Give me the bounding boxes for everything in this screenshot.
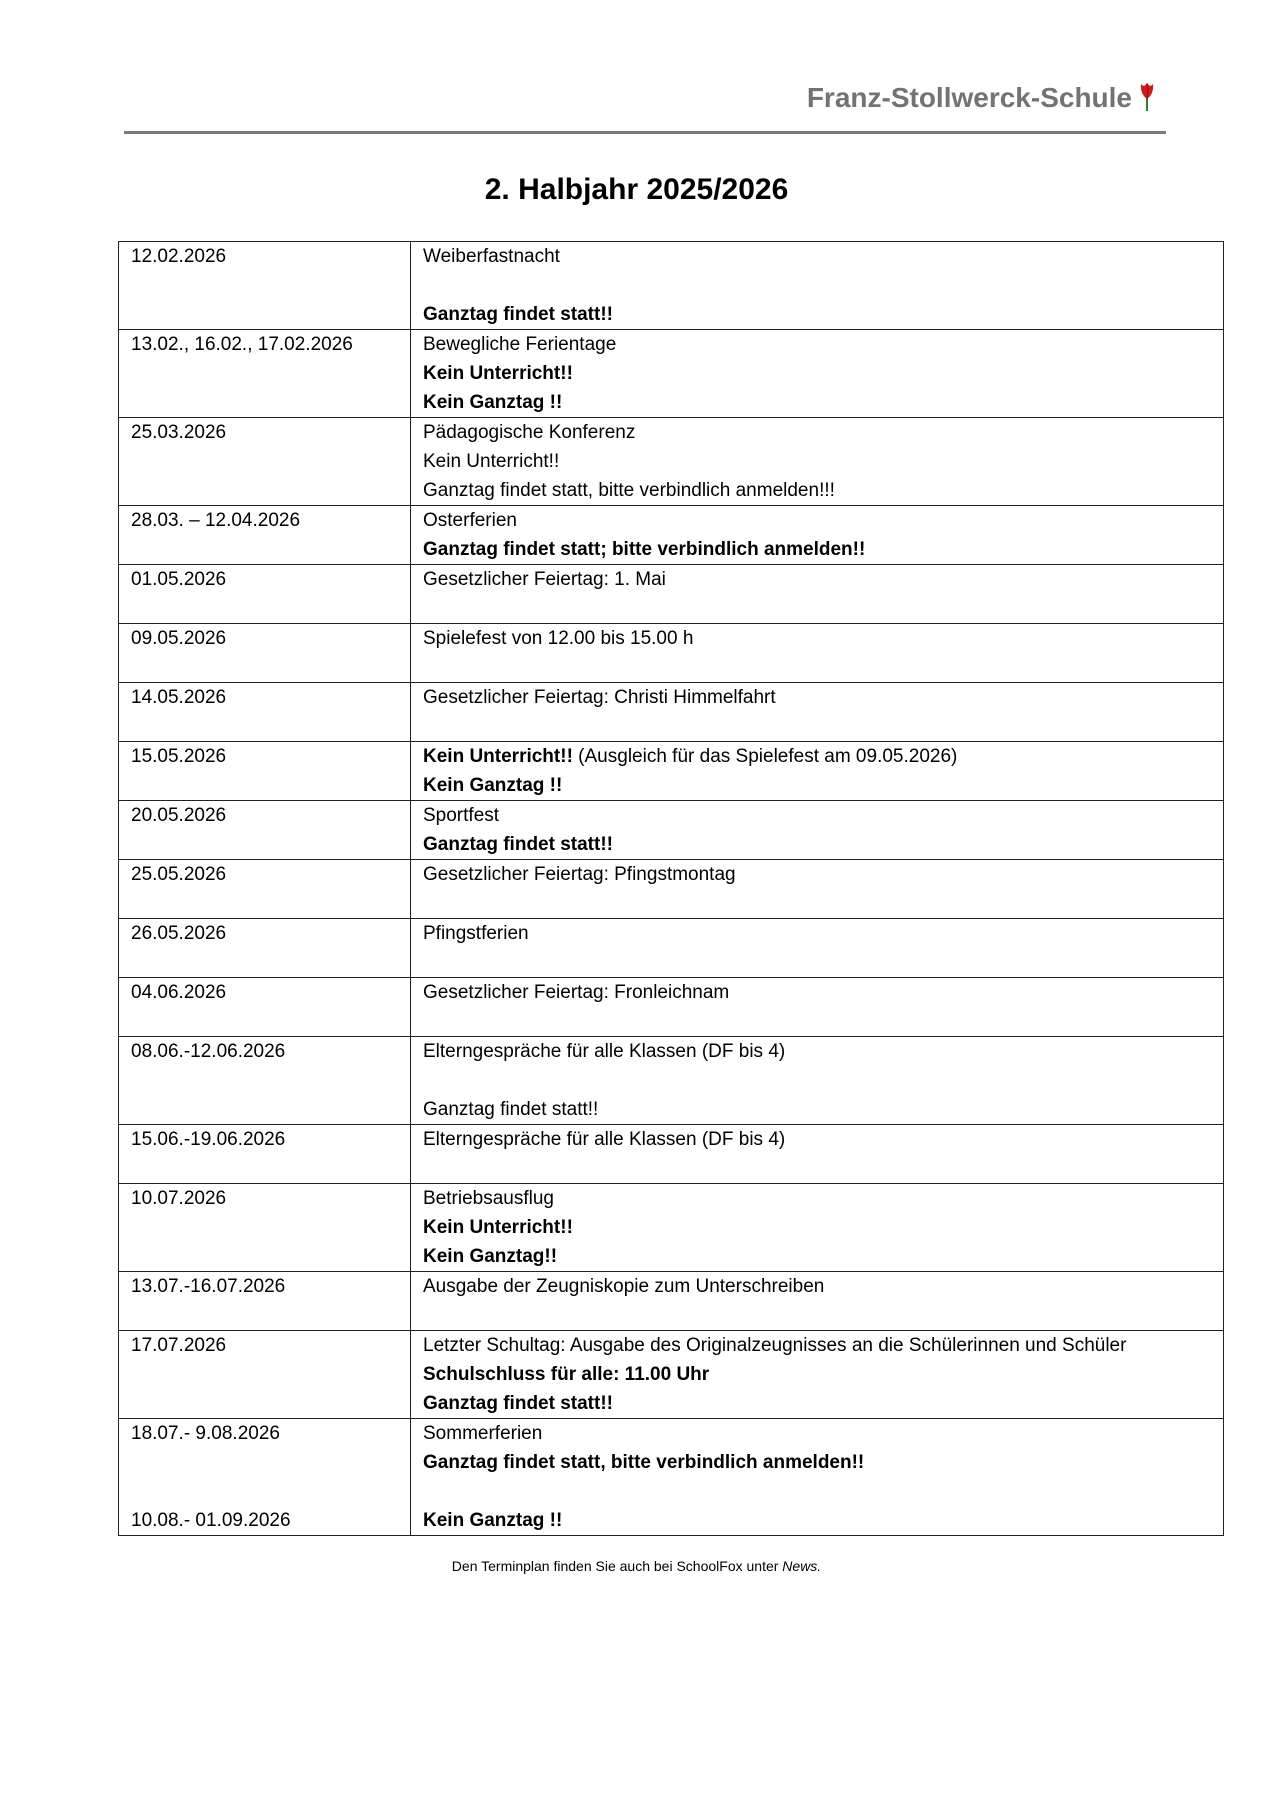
event-line (423, 242, 1213, 271)
date-text: 20.05.2026 (131, 805, 227, 826)
date-text: 08.06.-12.06.2026 (131, 1041, 286, 1062)
event-line (423, 359, 1213, 388)
table-row (119, 860, 1224, 919)
event-line (423, 300, 1213, 329)
event-line (423, 1272, 1213, 1301)
event-line (423, 1477, 1213, 1506)
event-text-bold: Schulschluss für alle: 11.00 Uhr (423, 1364, 710, 1385)
table-row (119, 418, 1224, 506)
event-cell (411, 683, 1224, 742)
event-line (423, 1448, 1213, 1477)
event-text: Pfingstferien (423, 923, 529, 944)
date-cell (119, 1272, 411, 1331)
event-line (423, 919, 1213, 948)
date-cell (119, 742, 411, 801)
event-text: Sportfest (423, 805, 500, 826)
event-line (423, 594, 1213, 623)
event-text: Gesetzlicher Feiertag: 1. Mai (423, 569, 666, 590)
date-text: 17.07.2026 (131, 1335, 227, 1356)
event-text: Bewegliche Ferientage (423, 334, 617, 355)
event-line (423, 712, 1213, 741)
event-cell (411, 418, 1224, 506)
event-cell (411, 1272, 1224, 1331)
event-text: Weiberfastnacht (423, 246, 560, 267)
table-row (119, 1272, 1224, 1331)
event-text-bold: Ganztag findet statt!! (423, 1393, 613, 1414)
date-text: 18.07.- 9.08.2026 (131, 1423, 280, 1444)
date-text (131, 594, 400, 623)
date-text (131, 771, 400, 800)
table-row (119, 506, 1224, 565)
date-text (131, 712, 400, 741)
event-text: Osterferien (423, 510, 517, 531)
date-text: 12.02.2026 (131, 246, 227, 267)
event-text-bold: Ganztag findet statt!! (423, 304, 613, 325)
event-text: Gesetzlicher Feiertag: Pfingstmontag (423, 864, 736, 885)
date-text: 15.06.-19.06.2026 (131, 1129, 286, 1150)
event-line (423, 1007, 1213, 1036)
event-text-bold: Kein Unterricht!! (423, 1217, 573, 1238)
event-line (423, 889, 1213, 918)
footer-news-link-text: News. (782, 1558, 822, 1574)
date-cell (119, 1184, 411, 1272)
table-row (119, 624, 1224, 683)
date-cell (119, 1037, 411, 1125)
date-text (131, 1095, 400, 1124)
table-row (119, 1331, 1224, 1419)
event-cell (411, 624, 1224, 683)
event-text-bold: Kein Unterricht!! (423, 746, 573, 767)
event-text-bold: Kein Ganztag!! (423, 1246, 558, 1267)
date-text: 10.07.2026 (131, 1188, 227, 1209)
event-line (423, 1154, 1213, 1183)
event-line (423, 1095, 1213, 1124)
table-row (119, 565, 1224, 624)
event-cell (411, 978, 1224, 1037)
event-cell (411, 506, 1224, 565)
event-text: Kein Unterricht!! (423, 451, 560, 472)
event-line (423, 447, 1213, 476)
date-text: 09.05.2026 (131, 628, 227, 649)
school-name: Franz-Stollwerck-Schule (806, 82, 1132, 113)
date-cell (119, 565, 411, 624)
date-text (131, 889, 400, 918)
event-text-bold: Kein Unterricht!! (423, 363, 573, 384)
date-text: 25.05.2026 (131, 864, 227, 885)
event-text: Elterngespräche für alle Klassen (DF bis 4) (423, 1041, 786, 1062)
event-line (423, 624, 1213, 653)
event-line (423, 830, 1213, 859)
table-row (119, 1037, 1224, 1125)
date-text (131, 1066, 400, 1095)
event-cell (411, 565, 1224, 624)
event-text-bold: Kein Ganztag !! (423, 775, 563, 796)
event-line (423, 948, 1213, 977)
date-text (131, 653, 400, 682)
event-line (423, 388, 1213, 417)
date-text: 26.05.2026 (131, 923, 227, 944)
date-text (131, 948, 400, 977)
event-text-bold: Ganztag findet statt!! (423, 834, 613, 855)
schedule-table (118, 241, 1224, 1536)
date-text: 13.02., 16.02., 17.02.2026 (131, 334, 353, 355)
event-line (423, 506, 1213, 535)
table-row (119, 1419, 1224, 1536)
table-row (119, 919, 1224, 978)
table-row (119, 742, 1224, 801)
header-rule (124, 131, 1166, 134)
date-text (131, 300, 400, 329)
date-text: 28.03. – 12.04.2026 (131, 510, 301, 531)
event-line (423, 1184, 1213, 1213)
event-cell (411, 242, 1224, 330)
date-cell (119, 1125, 411, 1184)
event-cell (411, 1419, 1224, 1536)
event-line (423, 1360, 1213, 1389)
date-cell (119, 418, 411, 506)
date-text: 14.05.2026 (131, 687, 227, 708)
event-line (423, 330, 1213, 359)
event-cell (411, 801, 1224, 860)
date-text (131, 1301, 400, 1330)
event-text-bold: Kein Ganztag !! (423, 392, 563, 413)
table-row (119, 1184, 1224, 1272)
date-text: 25.03.2026 (131, 422, 227, 443)
date-text (131, 1448, 400, 1477)
event-text-bold: Ganztag findet statt; bitte verbindlich anmelden!! (423, 539, 866, 560)
date-cell (119, 978, 411, 1037)
event-line (423, 1242, 1213, 1271)
event-line (423, 535, 1213, 564)
event-cell (411, 330, 1224, 418)
date-text: 01.05.2026 (131, 569, 227, 590)
event-text: Gesetzlicher Feiertag: Fronleichnam (423, 982, 730, 1003)
event-line (423, 1301, 1213, 1330)
event-line (423, 653, 1213, 682)
document-header (124, 74, 1166, 134)
event-text: Ganztag findet statt, bitte verbindlich anmelden!!! (423, 480, 835, 501)
date-text: 04.06.2026 (131, 982, 227, 1003)
event-line (423, 978, 1213, 1007)
event-line (423, 771, 1213, 800)
event-line (423, 1066, 1213, 1095)
date-cell (119, 506, 411, 565)
event-line (423, 1389, 1213, 1418)
event-text: Letzter Schultag: Ausgabe des Originalzeugnisses an die Schülerinnen und Schüler (423, 1335, 1127, 1356)
date-cell (119, 919, 411, 978)
date-text (131, 1154, 400, 1183)
date-cell (119, 1331, 411, 1419)
table-row (119, 683, 1224, 742)
event-line (423, 1037, 1213, 1066)
event-text-bold: Ganztag findet statt, bitte verbindlich anmelden!! (423, 1452, 865, 1473)
date-text (131, 1007, 400, 1036)
date-text (131, 535, 400, 564)
header-brand (807, 80, 1156, 116)
date-text (131, 1360, 400, 1389)
event-text: Pädagogische Konferenz (423, 422, 636, 443)
event-line (423, 1506, 1213, 1535)
event-line (423, 418, 1213, 447)
date-text: 10.08.- 01.09.2026 (131, 1510, 291, 1531)
table-row (119, 801, 1224, 860)
event-cell (411, 1184, 1224, 1272)
table-row (119, 330, 1224, 418)
event-line (423, 1125, 1213, 1154)
event-cell (411, 919, 1224, 978)
event-line (423, 742, 1213, 771)
event-cell (411, 1331, 1224, 1419)
date-cell (119, 683, 411, 742)
event-cell (411, 860, 1224, 919)
date-cell (119, 242, 411, 330)
event-cell (411, 1037, 1224, 1125)
date-cell (119, 860, 411, 919)
event-text: Sommerferien (423, 1423, 543, 1444)
event-text: Ausgabe der Zeugniskopie zum Unterschreiben (423, 1276, 825, 1297)
event-cell (411, 742, 1224, 801)
date-text (131, 1213, 400, 1242)
date-text: 13.07.-16.07.2026 (131, 1276, 286, 1297)
event-line (423, 683, 1213, 712)
date-cell (119, 330, 411, 418)
schedule-table-body (119, 242, 1224, 1536)
table-row (119, 242, 1224, 330)
event-line (423, 271, 1213, 300)
footer-text: Den Terminplan finden Sie auch bei SchoolFox unter (451, 1558, 783, 1574)
event-line (423, 1213, 1213, 1242)
date-cell (119, 624, 411, 683)
event-text-bold: Kein Ganztag !! (423, 1510, 563, 1531)
tulip-icon (1138, 80, 1156, 112)
date-text (131, 1389, 400, 1418)
event-line (423, 565, 1213, 594)
table-row (119, 1125, 1224, 1184)
event-line (423, 860, 1213, 889)
event-line (423, 1331, 1213, 1360)
event-line (423, 476, 1213, 505)
event-text: Spielefest von 12.00 bis 15.00 h (423, 628, 694, 649)
event-line (423, 801, 1213, 830)
event-cell (411, 1125, 1224, 1184)
date-cell (119, 801, 411, 860)
date-text (131, 1477, 400, 1506)
footer-note (0, 1556, 1273, 1576)
event-text: Elterngespräche für alle Klassen (DF bis 4) (423, 1129, 786, 1150)
date-text (131, 1242, 400, 1271)
event-text: Gesetzlicher Feiertag: Christi Himmelfahrt (423, 687, 776, 708)
date-text (131, 447, 400, 476)
date-text (131, 271, 400, 300)
date-text (131, 830, 400, 859)
date-text (131, 476, 400, 505)
table-row (119, 978, 1224, 1037)
date-text (131, 388, 400, 417)
event-text: Betriebsausflug (423, 1188, 554, 1209)
page-title: 2. Halbjahr 2025/2026 (484, 173, 789, 206)
date-text: 15.05.2026 (131, 746, 227, 767)
date-text (131, 359, 400, 388)
event-text: Ganztag findet statt!! (423, 1099, 599, 1120)
event-line (423, 1419, 1213, 1448)
event-text: (Ausgleich für das Spielefest am 09.05.2026) (572, 746, 958, 767)
date-cell (119, 1419, 411, 1536)
